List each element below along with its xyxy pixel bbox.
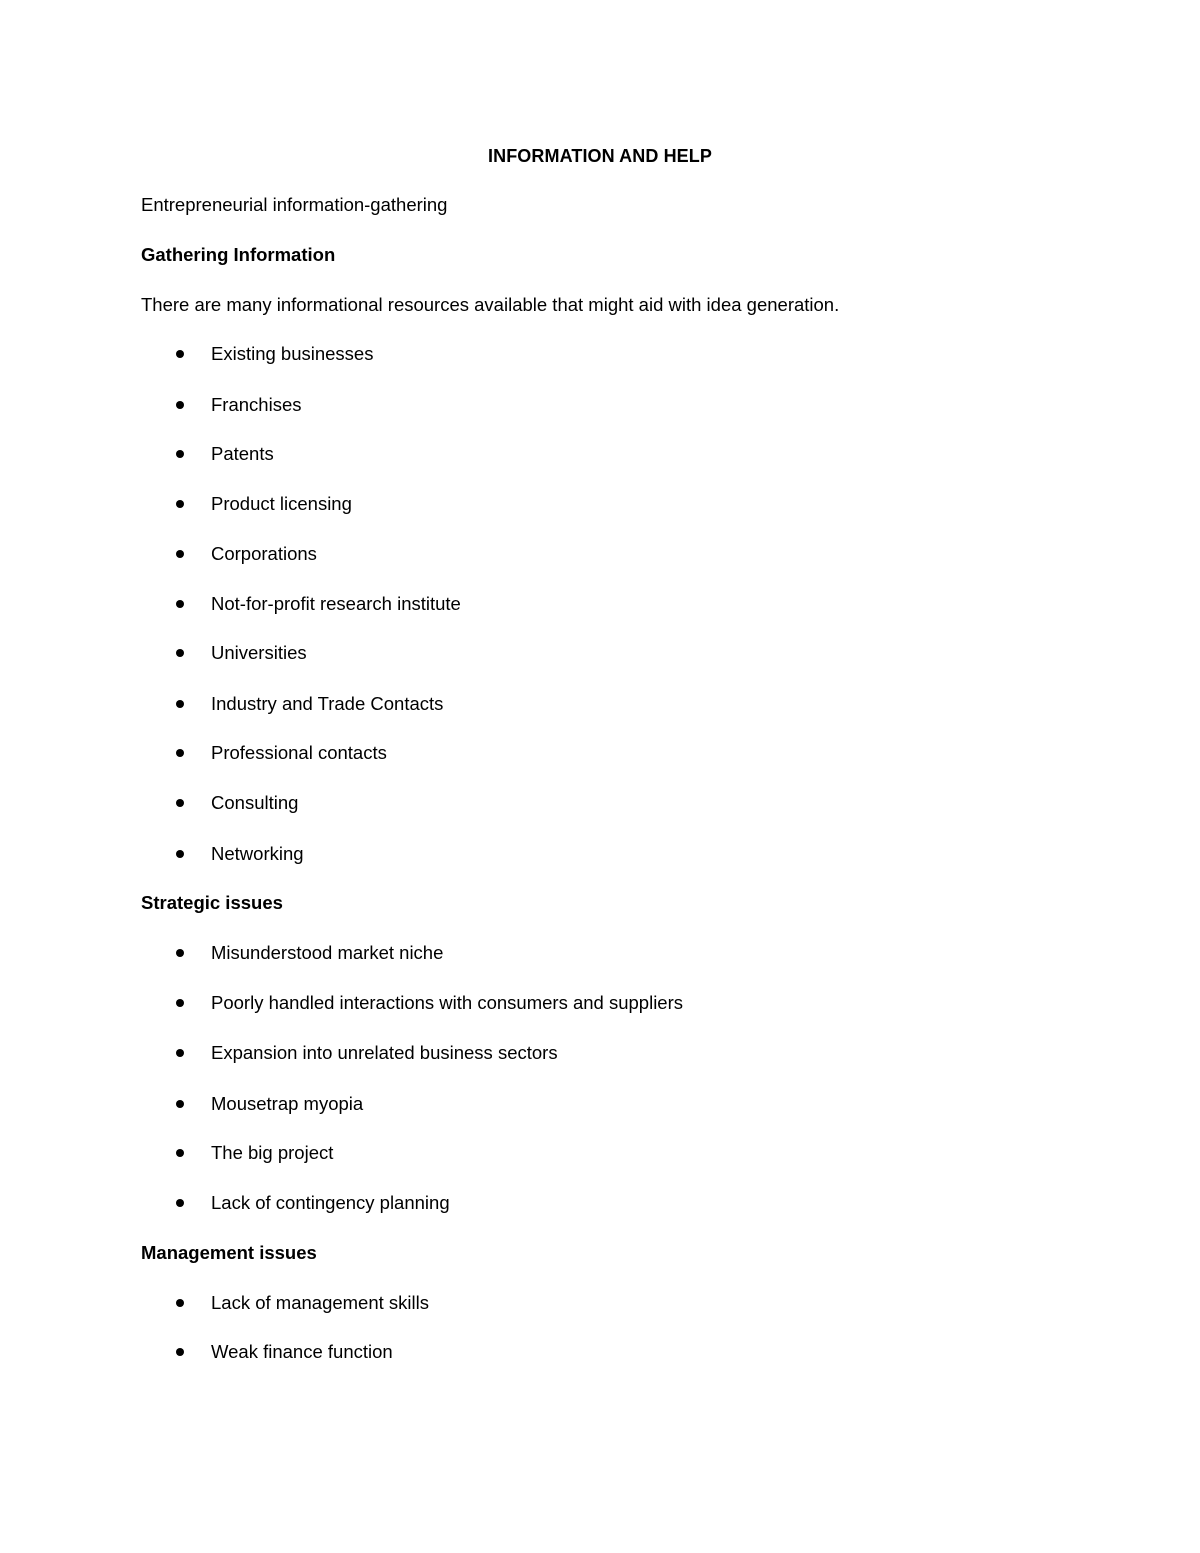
list-item-text: Consulting xyxy=(211,792,299,813)
document-subtitle: Entrepreneurial information-gathering xyxy=(141,194,448,215)
bullet-icon xyxy=(176,500,184,508)
list-item-text: Professional contacts xyxy=(211,742,387,763)
bullet-icon xyxy=(176,1299,184,1307)
list-item xyxy=(0,1340,1200,1364)
list-item-text: Lack of contingency planning xyxy=(211,1192,450,1213)
list-item xyxy=(0,842,1200,866)
list-item-text: The big project xyxy=(211,1142,334,1163)
list-item xyxy=(0,1191,1200,1215)
list-item-text: Expansion into unrelated business sectors xyxy=(211,1042,558,1063)
list-item xyxy=(0,741,1200,765)
list-item xyxy=(0,542,1200,566)
list-item-text: Not-for-profit research institute xyxy=(211,593,461,614)
list-item xyxy=(0,1291,1200,1315)
list-item-text: Weak finance function xyxy=(211,1341,393,1362)
list-item-text: Universities xyxy=(211,642,307,663)
bullet-icon xyxy=(176,1049,184,1057)
bullet-icon xyxy=(176,749,184,757)
list-item-text: Patents xyxy=(211,443,274,464)
list-item-text: Lack of management skills xyxy=(211,1292,429,1313)
list-item xyxy=(0,791,1200,815)
bullet-icon xyxy=(176,401,184,409)
list-item-text: Poorly handled interactions with consumers and suppliers xyxy=(211,992,684,1013)
list-item-text: Product licensing xyxy=(211,493,352,514)
list-item xyxy=(0,342,1200,366)
list-item xyxy=(0,641,1200,665)
bullet-icon xyxy=(176,550,184,558)
list-item-text: Industry and Trade Contacts xyxy=(211,693,444,714)
list-item-text: Existing businesses xyxy=(211,343,374,364)
list-item-text: Mousetrap myopia xyxy=(211,1093,364,1114)
section-heading-strategic-issues: Strategic issues xyxy=(141,892,283,913)
bullet-icon xyxy=(176,850,184,858)
section-intro: There are many informational resources available that might aid with idea generation. xyxy=(141,294,840,315)
list-item xyxy=(0,991,1200,1015)
document-title: INFORMATION AND HELP xyxy=(488,146,712,166)
list-item xyxy=(0,393,1200,417)
list-item-text: Corporations xyxy=(211,543,317,564)
section-heading-gathering-information: Gathering Information xyxy=(141,244,336,265)
bullet-icon xyxy=(176,600,184,608)
list-item xyxy=(0,1141,1200,1165)
bullet-icon xyxy=(176,649,184,657)
list-item-text: Misunderstood market niche xyxy=(211,942,444,963)
list-item xyxy=(0,492,1200,516)
list-item xyxy=(0,692,1200,716)
list-item xyxy=(0,442,1200,466)
bullet-icon xyxy=(176,700,184,708)
bullet-icon xyxy=(176,949,184,957)
list-item xyxy=(0,592,1200,616)
bullet-icon xyxy=(176,1149,184,1157)
section-heading-management-issues: Management issues xyxy=(141,1242,317,1263)
list-item-text: Franchises xyxy=(211,394,302,415)
bullet-icon xyxy=(176,1348,184,1356)
list-item xyxy=(0,1041,1200,1065)
bullet-icon xyxy=(176,999,184,1007)
bullet-icon xyxy=(176,799,184,807)
list-item-text: Networking xyxy=(211,843,304,864)
list-item xyxy=(0,941,1200,965)
bullet-icon xyxy=(176,1199,184,1207)
bullet-icon xyxy=(176,1100,184,1108)
bullet-icon xyxy=(176,450,184,458)
bullet-icon xyxy=(176,350,184,358)
list-item xyxy=(0,1092,1200,1116)
